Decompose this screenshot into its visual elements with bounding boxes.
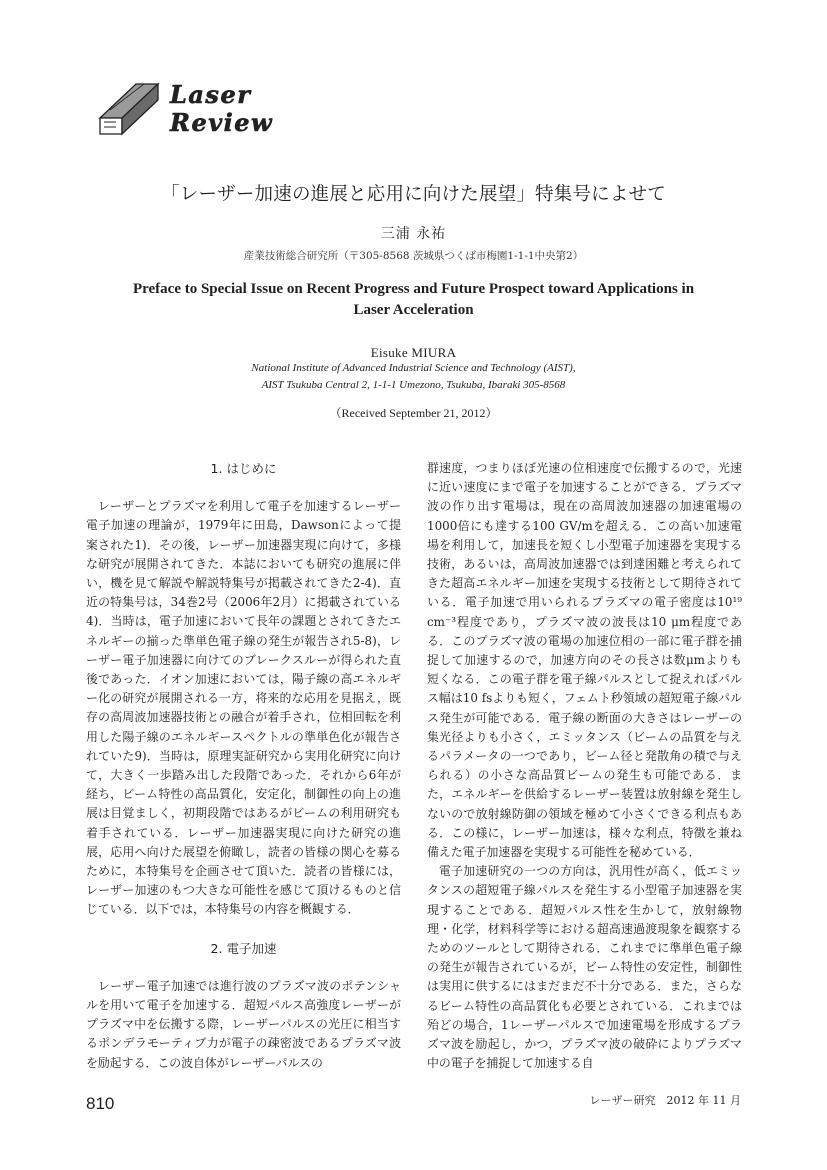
affiliation-japanese: 産業技術総合研究所（〒305-8568 茨城県つくば市梅園1-1-1中央第2）	[243, 250, 584, 262]
electron-paragraph-2: 群速度，つまりほぼ光速の位相速度で伝搬するので，光速に近い速度にまで電子を加速することができる．プラズマ波の作り出す電場は，現在の高周波加速器の加速電場の1000倍にも達する100 GV/mを超える．この高い加速電場を利用して，加速長を短くし小型電子加速器を実現する技術，あるいは，高周波加速器では到達困難と考えられてきた超高エネルギー加速を実現する技術として期待されている．電子加速で用いられるプラズマの電子密度は10¹⁹ cm⁻³程度であり，プラズマ波の波長は10 μm程度である．このプラズマ波の電場の加速位相の一部に電子群を捕捉して加速するので，加速方向のその長さは数μmよりも短くなる．この電子群を電子線パルスとして捉えればパルス幅は10 fsよりも短く，フェムト秒領域の超短電子線パルス発生が可能である．電子線の断面の大きさはレーザーの集光径よりも小さく，エミッタンス（ビームの品質を与えるパラメータの一つであり，ビーム径と発散角の積で与えられる）の小さな高品質ビームの発生も可能である．また，エネルギーを供給するレーザー装置は放射線を発生しないので放射線防御の領域を極めて小さくできる利点もある．この様に，レーザー加速は，様々な利点，特徴を兼ね備えた電子加速器を実現する可能性を秘めている．	[427, 461, 742, 860]
affiliation-english-line-2: AIST Tsukuba Central 2, 1-1-1 Umezono, Tsukuba, Ibaraki 305-8568	[261, 379, 566, 391]
affiliation-english-line-1: National Institute of Advanced Industrial Science and Technology (AIST),	[251, 362, 576, 374]
left-column	[86, 459, 401, 1073]
pencil-icon	[96, 78, 176, 140]
title-japanese: 「レーザー加速の進展と応用に向けた展望」特集号によせて	[161, 184, 666, 205]
received-date: （Received September 21, 2012）	[329, 406, 498, 420]
electron-paragraph-3: 電子加速研究の一つの方向は，汎用性が高く，低エミッタンスの超短電子線パルスを発生する小型電子加速器を実現することである．超短パルス性を生かして，放射線物理・化学，材料科学等における超高速過渡現象を観察するためのツールとして期待される．これまでに準単色電子線の発生が報告されているが，ビーム特性の安定性，制御性は実用に供するにはまだまだ不十分である．また，さらなるビーム特性の高品質化も必要とされている．これまでは殆どの場合，1レーザーパルスで加速電場を形成するプラズマ波を励起し，かつ，プラズマ波の破砕によりプラズマ中の電子を捕捉して加速する自	[427, 864, 742, 1071]
electron-paragraph-1: レーザー電子加速では進行波のプラズマ波のポテンシャルを用いて電子を加速する．超短パルス高強度レーザーがプラズマ中を伝搬する際，レーザーパルスの光圧に相当するポンデラモーティブ力が電子の疎密波であるプラズマ波を励起する．この波自体がレーザーパルスの	[86, 978, 401, 1070]
journal-logo	[96, 78, 276, 140]
journal-footer: レーザー研究 2012 年 11 月	[589, 1094, 741, 1107]
affiliation-english	[0, 360, 827, 394]
author-english: Eisuke MIURA	[370, 345, 457, 360]
intro-paragraph: レーザーとプラズマを利用して電子を加速するレーザー電子加速の理論が，1979年に田島，Dawsonによって提案された1)．その後，レーザー加速器実現に向けて，多様な研究が展開されてきた．本誌においても研究の進展に伴い，機を見て解説や解説特集号が掲載されてきた2-4)．直近の特集号は，34巻2号（2006年2月）に掲載されている4)．当時は，電子加速において長年の課題とされてきたエネルギーの揃った準単色電子線の発生が報告され5-8)，レーザー電子加速器に向けてのブレークスルーが得られた直後であった．イオン加速においては，陽子線の高エネルギー化の研究が展開される一方，将来的な応用を見据え，既存の高周波加速器技術との融合が着手され，位相回転を利用した陽子線のエネルギースペクトルの準単色化が報告されていた9)．当時は，原理実証研究から実用化研究に向けて，大きく一歩踏み出した段階であった．それから6年が経ち，ビーム特性の高品質化，安定化，制御性の向上の進展は目覚ましく，初期段階ではあるがビームの利用研究も着手されている．レーザー加速器実現に向けた研究の進展，応用へ向けた展望を俯瞰し，読者の皆様の関心を募るために，本特集号を企画させて頂いた．読者の皆様には，レーザー加速のもつ大きな可能性を感じて頂けるものと信じている．以下では，本特集号の内容を概観する．	[86, 499, 401, 917]
section-heading-electron: 2. 電子加速	[210, 940, 277, 956]
right-column	[427, 459, 742, 1074]
logo-line-2: Review	[170, 108, 274, 137]
logo-line-1: Laser	[170, 80, 252, 109]
author-japanese: 三浦 永祐	[380, 226, 447, 242]
section-heading-intro: 1. はじめに	[210, 461, 277, 476]
page-number: 810	[86, 1094, 115, 1113]
title-english: Preface to Special Issue on Recent Progress and Future Prospect toward Applications in Laser Acceleration	[132, 281, 695, 318]
